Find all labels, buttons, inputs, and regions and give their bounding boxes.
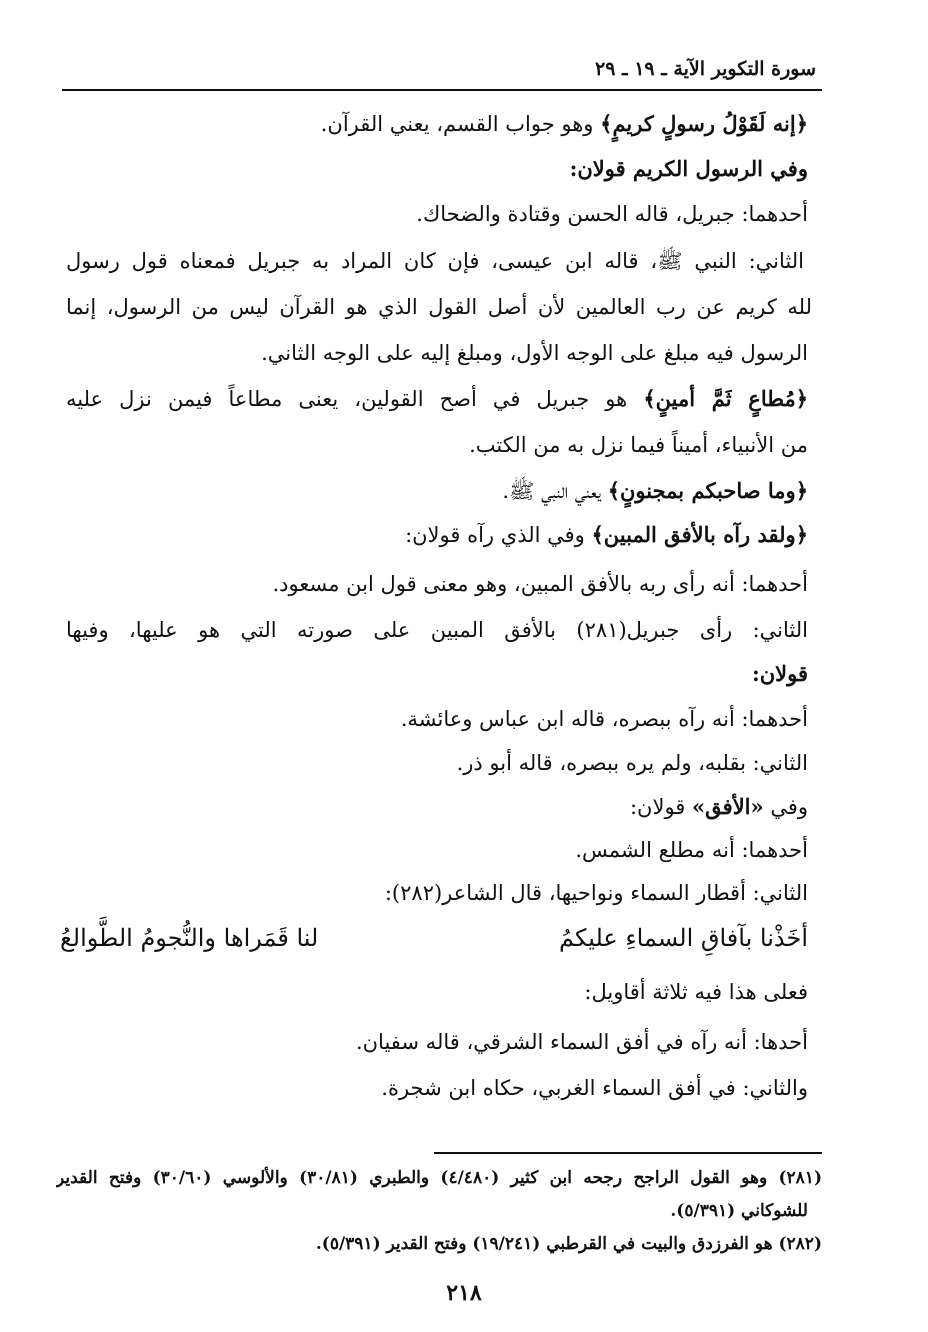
line-text: وهو جواب القسم، يعني القرآن.	[320, 112, 601, 136]
text-line-15: الثاني: بقلبه، ولم يره ببصره، قاله أبو ذر.	[456, 751, 808, 775]
line-text: يعني النبي ﷺ.	[502, 479, 608, 503]
footnote-divider	[434, 1152, 822, 1154]
text-line-17: أحدهما: أنه مطلع الشمس.	[575, 838, 808, 862]
quran-verse: ﴿إنه لَقَوْلُ رسولٍ كريمٍ﴾	[600, 111, 808, 136]
text-line-16	[66, 789, 808, 825]
text-line-12: الثاني: رأى جبريل(٢٨١) بالأفق المبين على صورته التي هو عليها، وفيها	[66, 618, 808, 642]
quran-verse: ﴿مُطاعٍ ثَمَّ أمينٍ﴾	[643, 386, 808, 411]
text-line-4: الثاني: النبي ﷺ، قاله ابن عيسى، فإن كان المراد به جبريل فمعناه قول رسول	[66, 249, 804, 273]
text-line-13: قولان:	[751, 661, 808, 686]
quran-verse: ﴿ولقد رآه بالأفق المبين﴾	[591, 522, 808, 547]
line-text: وفي الذي رآه قولان:	[405, 523, 592, 547]
footnote-281-continued: للشوكاني (٥/٣٩١).	[670, 1201, 808, 1221]
poem-hemistich-second: لنا قَمَراها والنُّجومُ الطَّوالعُ	[60, 924, 319, 952]
text-line-10	[66, 517, 808, 553]
page-number: ٢١٨	[446, 1280, 482, 1306]
line-text: قولان:	[629, 795, 693, 819]
text-line-11: أحدهما: أنه رأى ربه بالأفق المبين، وهو معنى قول ابن مسعود.	[272, 572, 808, 596]
text-line-18: الثاني: أقطار السماء ونواحيها، قال الشاعر(٢٨٢):	[384, 881, 808, 905]
poem-verse	[60, 918, 808, 958]
line-text: هو جبريل في أصح القولين، يعنى مطاعاً فيمن نزل عليه	[66, 387, 644, 411]
text-line-1	[66, 106, 808, 142]
text-line-2: وفي الرسول الكريم قولان:	[569, 156, 808, 181]
text-line-5: لله كريم عن رب العالمين لأن أصل القول الذي هو القرآن ليس من الرسول، إنما	[66, 295, 812, 319]
quoted-term: «الأفق»	[692, 794, 764, 819]
text-line-21: والثاني: في أفق السماء الغربي، حكاه ابن شجرة.	[381, 1076, 808, 1100]
poem-hemistich-first: أخَذْنا بآفاقِ السماءِ عليكمُ	[559, 924, 808, 952]
text-line-6: الرسول فيه مبلغ على الوجه الأول، ومبلغ إليه على الوجه الثاني.	[261, 341, 808, 365]
text-line-14: أحدهما: أنه رآه ببصره، قاله ابن عباس وعائشة.	[400, 707, 808, 731]
text-line-8: من الأنبياء، أميناً فيما نزل به من الكتب.	[469, 433, 808, 457]
header-divider	[62, 89, 822, 91]
line-text: وفي	[763, 795, 808, 819]
text-line-9	[66, 473, 808, 509]
text-line-20: أحدها: أنه رآه في أفق السماء الشرقي، قاله سفيان.	[355, 1030, 808, 1054]
text-line-7	[66, 381, 808, 417]
quran-verse: ﴿وما صاحبكم بمجنونٍ﴾	[607, 478, 808, 503]
running-header: سورة التكوير الآية ـ ١٩ ـ ٢٩	[594, 58, 816, 80]
footnote-282: (٢٨٢) هو الفرزدق والبيت في القرطبي (١٩/٢٤١) وفتح القدير (٥/٣٩١).	[315, 1234, 822, 1254]
text-line-19: فعلى هذا فيه ثلاثة أقاويل:	[584, 980, 808, 1004]
text-line-3: أحدهما: جبريل، قاله الحسن وقتادة والضحاك.	[416, 202, 808, 226]
footnote-281: (٢٨١) وهو القول الراجح رجحه ابن كثير (٤/٤٨٠) والطبري (٣٠/٨١) والألوسي (٣٠/٦٠) وفتح القدير	[56, 1168, 822, 1188]
